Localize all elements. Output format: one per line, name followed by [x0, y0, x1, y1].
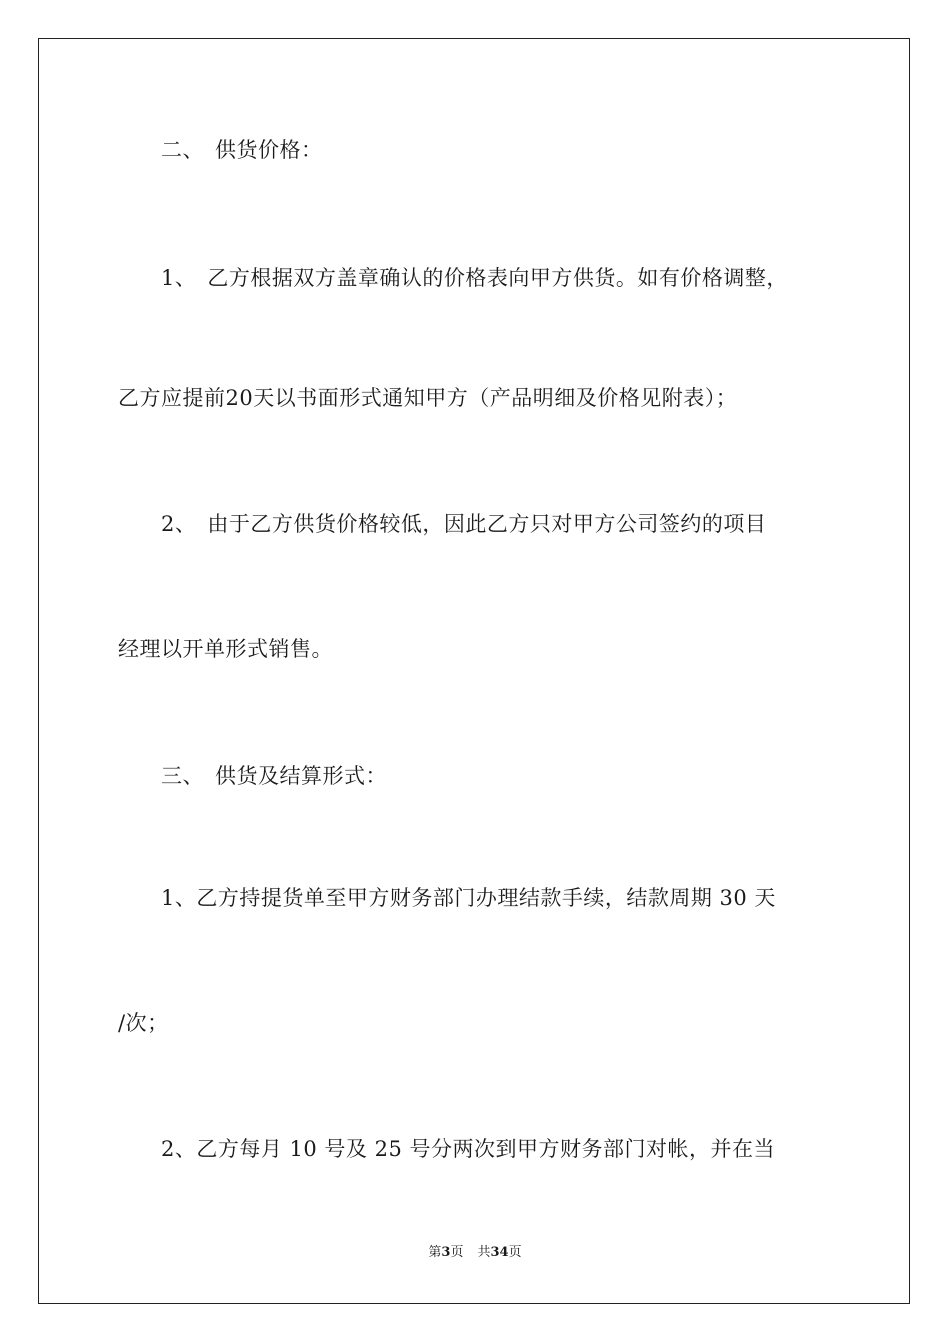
paragraph-line: /次； [118, 1011, 169, 1035]
paragraph-line: 1、 乙方根据双方盖章确认的价格表向甲方供货。如有价格调整， [118, 266, 788, 290]
section-heading-pricing: 二、 供货价格： [118, 138, 323, 162]
paragraph-line: 2、 由于乙方供货价格较低，因此乙方只对甲方公司签约的项目 [118, 512, 767, 536]
paragraph-line: 乙方应提前20天以书面形式通知甲方（产品明细及价格见附表）； [118, 386, 738, 410]
page-total: 34 [490, 1245, 509, 1260]
page-border [38, 38, 910, 1304]
page-total-suffix: 页 [508, 1245, 522, 1260]
page-number-prefix: 第 [428, 1245, 442, 1260]
section-heading-settlement: 三、 供货及结算形式： [118, 764, 387, 788]
paragraph-line: 2、乙方每月 10 号及 25 号分两次到甲方财务部门对帐，并在当 [118, 1137, 776, 1161]
page-footer [0, 1244, 950, 1262]
page-total-prefix: 共 [477, 1245, 491, 1260]
page-number-current: 3 [441, 1245, 451, 1260]
page-number-suffix: 页 [450, 1245, 464, 1260]
paragraph-line: 1、乙方持提货单至甲方财务部门办理结款手续，结款周期 30 天 [118, 886, 776, 910]
paragraph-line: 经理以开单形式销售。 [118, 637, 333, 661]
